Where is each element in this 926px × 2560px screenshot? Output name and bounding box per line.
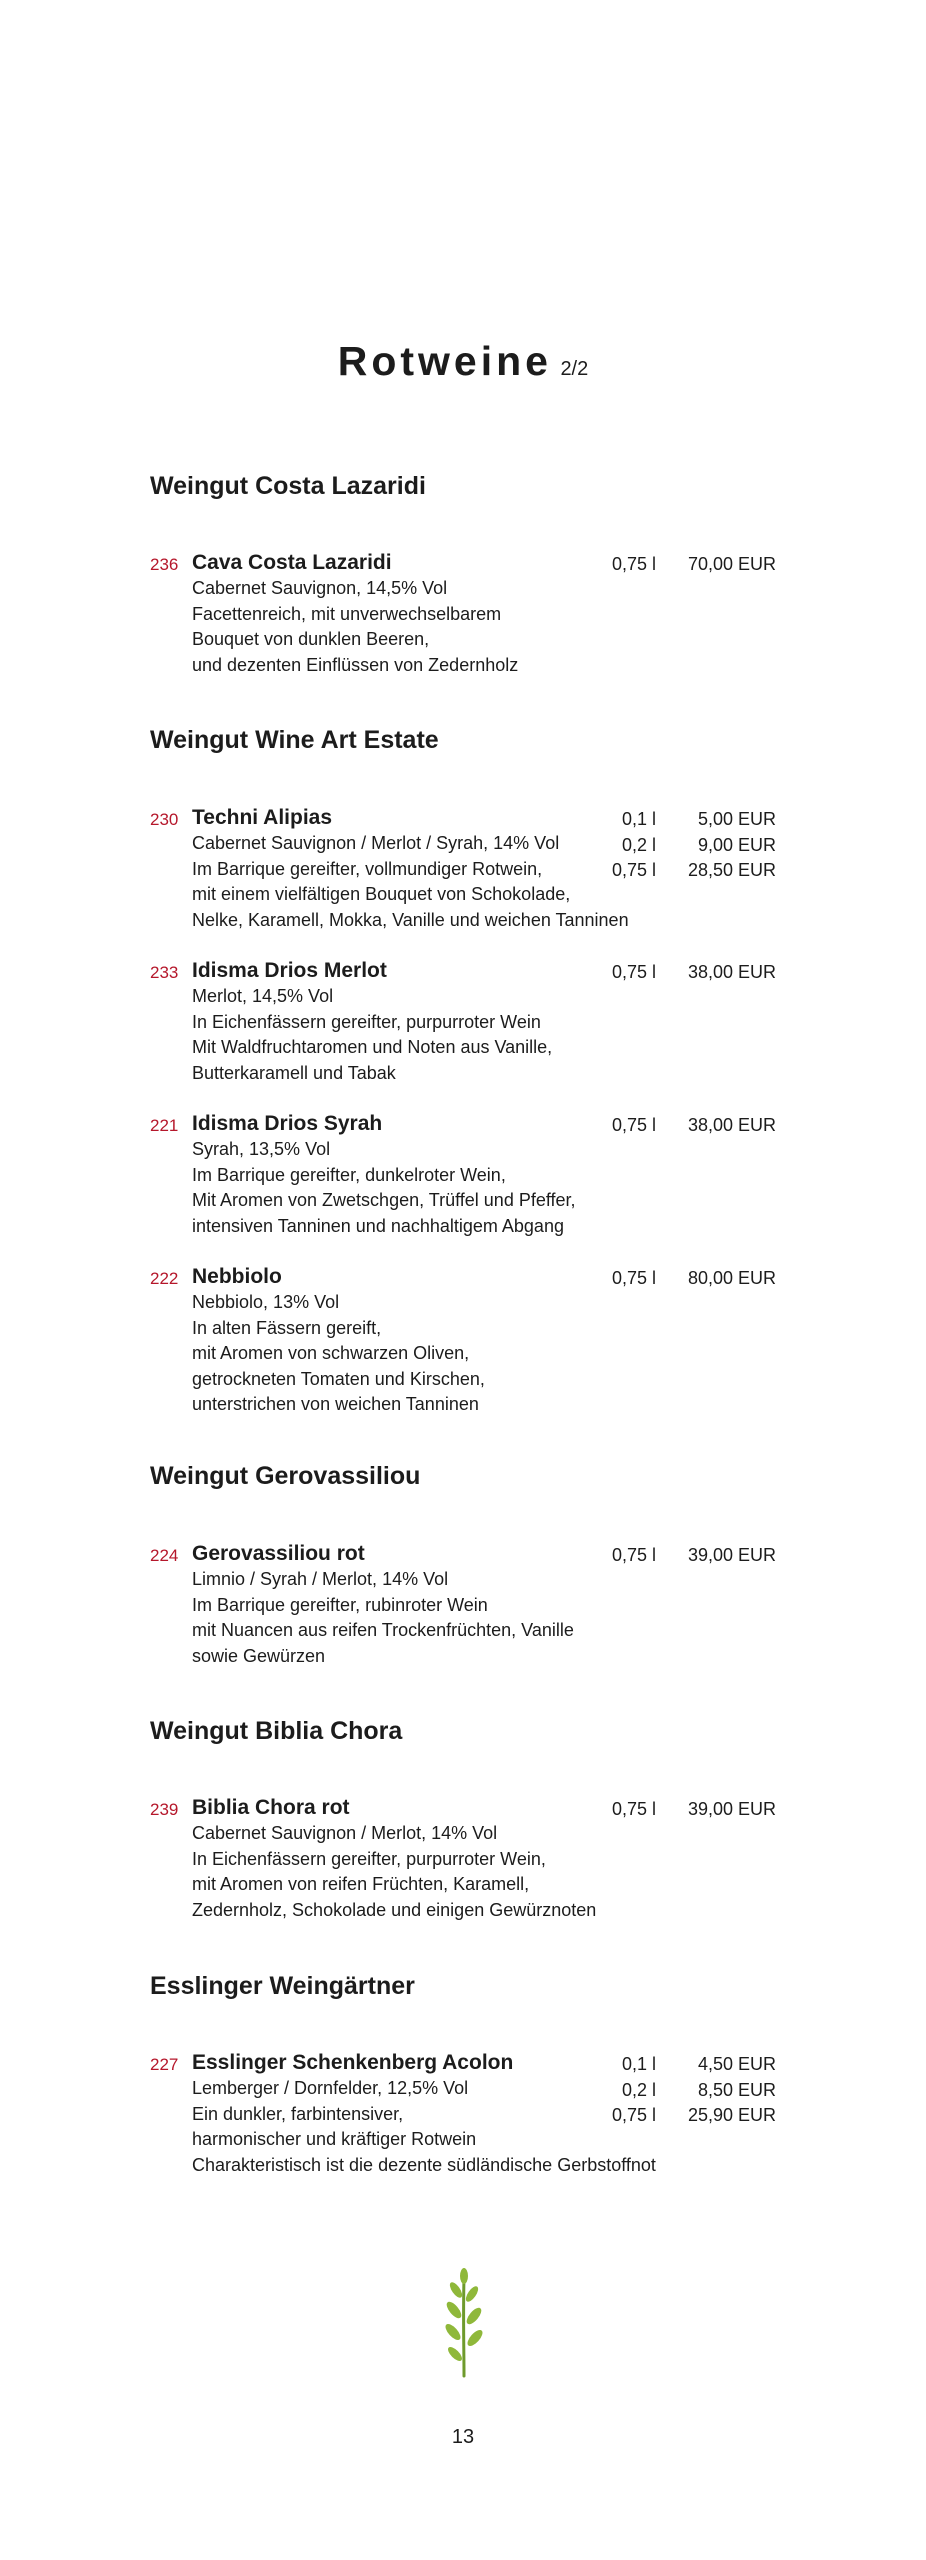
price-row: [560, 807, 776, 833]
wine-name: Cava Costa Lazaridi: [192, 551, 392, 574]
price-row: [560, 2078, 776, 2104]
wine-description-line: Im Barrique gereifter, dunkelroter Wein,: [192, 1164, 506, 1185]
page-title-sub: 2/2: [560, 358, 589, 380]
wine-description-line: mit Aromen von reifen Früchten, Karamell,: [192, 1874, 530, 1894]
leaf: [465, 2328, 485, 2349]
price-volume: 0,75 l: [611, 554, 656, 574]
wine-description-line: Facettenreich, mit unverwechselbarem: [192, 603, 502, 624]
price-row: [560, 833, 776, 859]
leaf: [446, 2345, 464, 2363]
leaf: [460, 2268, 468, 2284]
leaf: [464, 2284, 481, 2303]
price-row: [560, 2052, 776, 2078]
wine-description-line: Cabernet Sauvignon, 14,5% Vol: [192, 578, 448, 598]
olive-branch-icon: [434, 2268, 494, 2378]
wine-description-line: Ein dunkler, farbintensiver,: [192, 2103, 404, 2124]
price-volume: 0,75 l: [611, 1268, 656, 1288]
price-list: [560, 807, 776, 884]
price-amount: 8,50 EUR: [697, 2079, 776, 2100]
wine-number: 236: [150, 555, 179, 574]
wine-description-line: intensiven Tanninen und nachhaltigem Abgang: [192, 1215, 564, 1236]
wine-name: Idisma Drios Merlot: [192, 959, 387, 982]
wine-description-line: Syrah, 13,5% Vol: [192, 1139, 331, 1159]
leaf: [444, 2299, 464, 2320]
price-volume: 0,1 l: [621, 809, 656, 829]
price-list: [560, 1113, 776, 1139]
price-volume: 0,75 l: [611, 962, 656, 982]
wine-number: 222: [150, 1269, 179, 1288]
wine-number: 233: [150, 963, 179, 982]
price-list: [560, 552, 776, 578]
wine-number: 230: [150, 810, 179, 829]
price-amount: 9,00 EUR: [697, 834, 776, 855]
price-row: [560, 1113, 776, 1139]
wine-name: Esslinger Schenkenberg Acolon: [192, 2051, 514, 2074]
wine-description-line: Cabernet Sauvignon / Merlot / Syrah, 14% Vol: [192, 833, 560, 853]
wine-description-line: Butterkaramell und Tabak: [192, 1062, 396, 1083]
wine-number: 227: [150, 2055, 179, 2074]
price-row: [560, 552, 776, 578]
price-row: [560, 1543, 776, 1569]
wine-description-line: mit Aromen von schwarzen Oliven,: [192, 1343, 470, 1363]
price-list: [560, 2052, 776, 2129]
page-number: 13: [451, 2426, 475, 2448]
wine-description-line: unterstrichen von weichen Tanninen: [192, 1394, 479, 1414]
wine-description-line: Im Barrique gereifter, vollmundiger Rotwein,: [192, 858, 543, 879]
price-row: [560, 960, 776, 986]
wine-number: 221: [150, 1116, 179, 1135]
price-amount: 38,00 EUR: [687, 962, 776, 982]
leaf: [448, 2280, 465, 2299]
price-volume: 0,75 l: [611, 2105, 656, 2125]
price-amount: 39,00 EUR: [687, 1545, 776, 1565]
producer-heading: Weingut Biblia Chora: [150, 1717, 403, 1745]
wine-description-line: Charakteristisch ist die dezente südländische Gerbstoffnot: [192, 2154, 656, 2175]
wine-description-line: Nebbiolo, 13% Vol: [192, 1292, 340, 1312]
page-title: [0, 338, 926, 385]
wine-description-line: Mit Aromen von Zwetschgen, Trüffel und Pfeffer,: [192, 1190, 576, 1210]
wine-description-line: Mit Waldfruchtaromen und Noten aus Vanille,: [192, 1037, 553, 1057]
wine-name: Techni Alipias: [192, 806, 333, 829]
producer-heading: Esslinger Weingärtner: [150, 1972, 415, 2000]
price-amount: 4,50 EUR: [697, 2054, 776, 2074]
wine-description-line: Nelke, Karamell, Mokka, Vanille und weichen Tanninen: [192, 909, 629, 930]
page-title-main: Rotweine: [337, 338, 552, 384]
leaf: [464, 2305, 484, 2326]
price-list: [560, 1543, 776, 1569]
price-amount: 25,90 EUR: [687, 2105, 776, 2125]
wine-description-line: In Eichenfässern gereifter, purpurroter Wein: [192, 1011, 541, 1032]
wine-description-line: Zedernholz, Schokolade und einigen Gewürznoten: [192, 1899, 597, 1920]
price-volume: 0,2 l: [621, 834, 656, 855]
price-amount: 28,50 EUR: [687, 860, 776, 880]
price-row: [560, 1797, 776, 1823]
wine-description-line: Limnio / Syrah / Merlot, 14% Vol: [192, 1569, 449, 1589]
wine-description-line: Merlot, 14,5% Vol: [192, 986, 334, 1006]
price-list: [560, 1266, 776, 1292]
wine-description-line: getrockneten Tomaten und Kirschen,: [192, 1368, 485, 1389]
wine-description-line: Lemberger / Dornfelder, 12,5% Vol: [192, 2078, 469, 2098]
price-list: [560, 1797, 776, 1823]
price-volume: 0,75 l: [611, 1799, 656, 1819]
wine-description-line: mit Nuancen aus reifen Trockenfrüchten, Vanille: [192, 1620, 574, 1640]
wine-description-line: In alten Fässern gereift,: [192, 1317, 382, 1338]
price-amount: 39,00 EUR: [687, 1799, 776, 1819]
price-row: [560, 858, 776, 884]
price-row: [560, 2103, 776, 2129]
price-amount: 38,00 EUR: [687, 1115, 776, 1135]
wine-name: Biblia Chora rot: [192, 1796, 350, 1819]
wine-name: Gerovassiliou rot: [192, 1542, 365, 1565]
wine-description-line: und dezenten Einflüssen von Zedernholz: [192, 654, 519, 675]
producer-heading: Weingut Costa Lazaridi: [150, 472, 426, 500]
price-amount: 5,00 EUR: [697, 809, 776, 829]
wine-description-line: harmonischer und kräftiger Rotwein: [192, 2129, 477, 2149]
price-volume: 0,75 l: [611, 1115, 656, 1135]
producer-heading: Weingut Wine Art Estate: [150, 726, 439, 754]
wine-description-line: mit einem vielfältigen Bouquet von Schokolade,: [192, 884, 571, 904]
wine-name: Idisma Drios Syrah: [192, 1112, 383, 1135]
wine-description-line: sowie Gewürzen: [192, 1645, 326, 1666]
wine-name: Nebbiolo: [192, 1265, 282, 1288]
wine-description-line: In Eichenfässern gereifter, purpurroter Wein,: [192, 1848, 546, 1869]
price-volume: 0,1 l: [621, 2054, 656, 2074]
producer-heading: Weingut Gerovassiliou: [150, 1462, 421, 1490]
price-row: [560, 1266, 776, 1292]
price-volume: 0,2 l: [621, 2079, 656, 2100]
leaf: [443, 2322, 463, 2343]
price-list: [560, 960, 776, 986]
wine-description-line: Cabernet Sauvignon / Merlot, 14% Vol: [192, 1823, 498, 1843]
price-amount: 80,00 EUR: [687, 1268, 776, 1288]
wine-number: 239: [150, 1800, 179, 1819]
wine-number: 224: [150, 1546, 179, 1565]
price-amount: 70,00 EUR: [687, 554, 776, 574]
price-volume: 0,75 l: [611, 1545, 656, 1565]
wine-description-line: Bouquet von dunklen Beeren,: [192, 629, 430, 649]
wine-description-line: Im Barrique gereifter, rubinroter Wein: [192, 1594, 488, 1615]
price-volume: 0,75 l: [611, 860, 656, 880]
